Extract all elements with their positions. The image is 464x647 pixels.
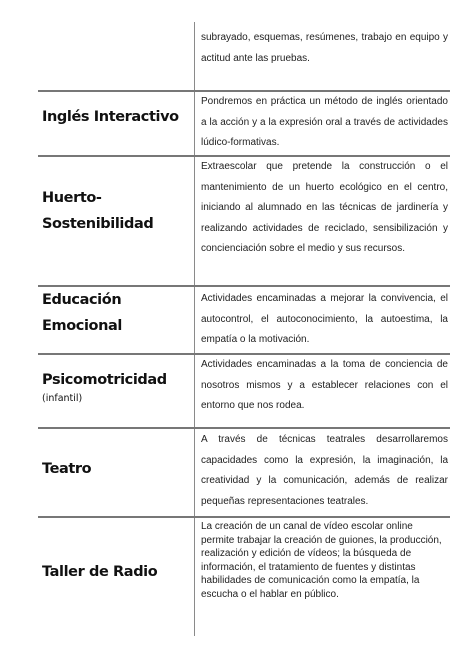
activity-name: Taller de Radio [42,564,158,580]
activity-description: Extraescolar que pretende la construcción o el mantenimiento de un huerto ecológico en el centro, iniciando al alumnado en las técnicas de jardinería y realizando actividades de reciclado, sensibilización y concienciación sobre el medio y sus recursos. [201,161,448,254]
column-divider [194,22,195,636]
activity-description: Actividades encaminadas a la toma de conciencia de nosotros mismos y a establecer relaciones con el entorno que nos rodea. [201,359,448,411]
activity-description: subrayado, esquemas, resúmenes, trabajo en equipo y actitud ante las pruebas. [201,32,448,64]
activity-name: Huerto-Sostenibilidad [42,190,154,232]
activity-subtitle: (infantil) [42,393,83,404]
activity-name: Teatro [42,461,92,477]
activity-name-text: Psicomotricidad [42,372,167,388]
activity-name [42,367,190,405]
activity-description: Actividades encaminadas a mejorar la convivencia, el autocontrol, el autoconocimiento, la autoestima, la empatía o la motivación. [201,293,448,345]
row-divider [38,516,450,518]
activity-name: Inglés Interactivo [42,109,179,125]
row-divider [38,427,450,429]
activity-description: Pondremos en práctica un método de inglés orientado a la acción y a la expresión oral a través de actividades lúdico-formativas. [201,96,448,148]
activity-name: Educación Emocional [42,292,122,334]
activity-description: A través de técnicas teatrales desarrollaremos capacidades como la expresión, la imaginación, la creatividad y la comunicación, además de realizar pequeñas representaciones teatrales. [201,434,448,507]
activities-table [38,22,450,636]
activity-description: La creación de un canal de vídeo escolar online permite trabajar la creación de guiones, la producción, realización y edición de vídeos; la búsqueda de información, el tratamiento de fuentes y distintas habilidades de comunicación como la empatía, la escucha o el hablar en público. [201,521,442,600]
